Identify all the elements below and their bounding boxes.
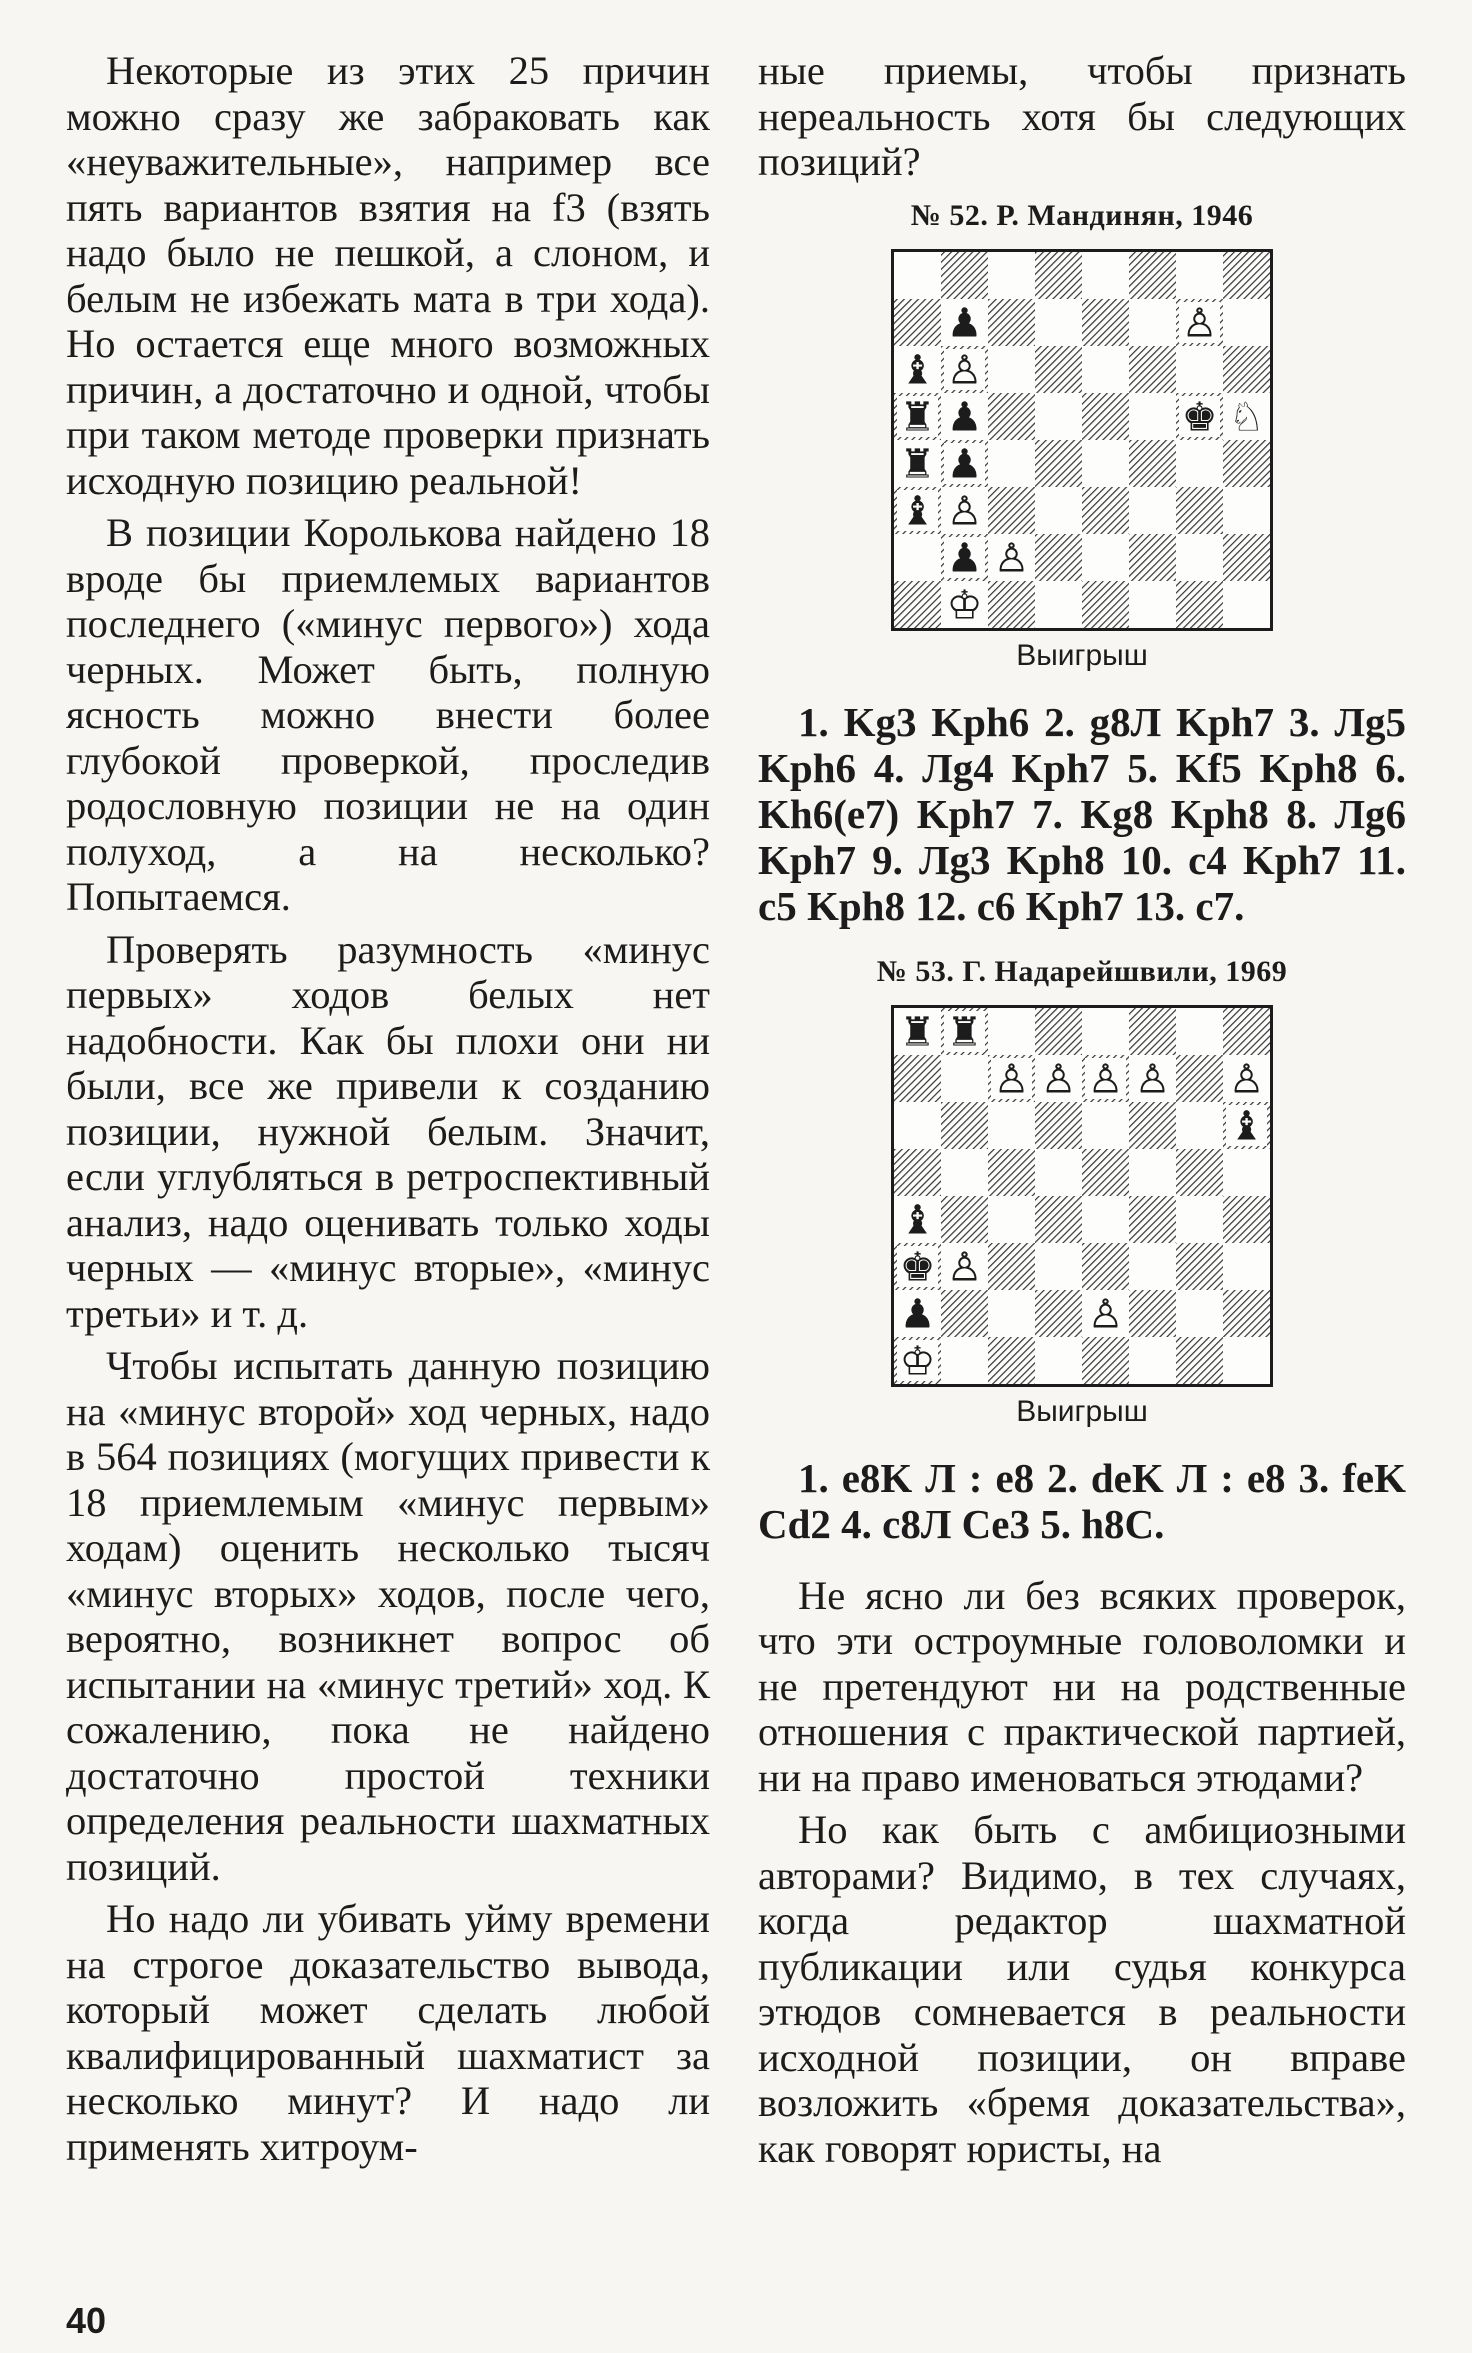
black-rook-icon: ♜ — [946, 1009, 983, 1055]
dark-square — [1176, 1149, 1223, 1196]
dark-square — [894, 1055, 941, 1102]
dark-square — [1035, 346, 1082, 393]
black-bishop-icon: ♝ — [899, 488, 936, 534]
black-pawn-icon: ♟ — [946, 535, 983, 581]
paragraph: Чтобы испытать данную позицию на «минус второй» ход черных, надо в 564 позициях (могущих привести к 18 приемлемым «минус первым» ходам) оценить несколько тысяч «минус вторых» ходов, после чего, вероятно, возникнет вопрос об испытании на «минус третий» ход. К сожалению, пока не найдено достаточно простой техники определения реальности шахматных позиций. — [66, 1343, 710, 1889]
problem-53 — [758, 955, 1406, 1547]
dark-square — [1035, 1102, 1082, 1149]
dark-square — [988, 299, 1035, 346]
paragraph: Проверять разумность «минус первых» ходов белых нет надобности. Как бы плохи они ни были, все же привели к созданию позиции, нужной белым. Значит, если углубляться в ретроспективный анализ, надо оценивать только ходы черных — «минус вторые», «минус третьи» и т. д. — [66, 926, 710, 1336]
black-pawn-icon: ♟ — [946, 300, 983, 346]
black-bishop-icon: ♝ — [1228, 1103, 1265, 1149]
dark-square — [941, 252, 988, 299]
black-pawn-icon: ♟ — [946, 441, 983, 487]
dark-square — [1223, 1290, 1270, 1337]
chess-board-svg — [894, 1008, 1270, 1384]
dark-square — [1223, 534, 1270, 581]
diagram-title: № 53. Г. Надарейшвили, 1969 — [876, 954, 1288, 988]
dark-square — [1129, 1290, 1176, 1337]
white-pawn-icon: ♙ — [1181, 300, 1218, 346]
dark-square — [1035, 252, 1082, 299]
paragraph-continuation: ные приемы, чтобы признать нереальность хотя бы следующих позиций? — [758, 48, 1406, 184]
dark-square — [1129, 534, 1176, 581]
dark-square — [1176, 1243, 1223, 1290]
white-pawn-icon: ♙ — [1087, 1056, 1124, 1102]
white-pawn-icon: ♙ — [946, 1244, 983, 1290]
dark-square — [988, 487, 1035, 534]
dark-square — [894, 581, 941, 628]
black-king-icon: ♚ — [1181, 394, 1218, 440]
white-pawn-icon: ♙ — [993, 535, 1030, 581]
right-column — [758, 48, 1406, 2171]
diagram-caption: Выигрыш — [1016, 1394, 1148, 1428]
diagram-title: № 52. Р. Мандинян, 1946 — [910, 198, 1254, 232]
paragraph: Некоторые из этих 25 причин можно сразу же забраковать как «неуважительные», например все пять вариантов взятия на f3 (взять надо было не пешкой, а слоном, и белым не избежать мата в три хода). Но остается еще много возможных причин, а достаточно и одной, чтобы при таком методе проверки признать исходную позицию реальной! — [66, 48, 710, 503]
dark-square — [1223, 252, 1270, 299]
dark-square — [894, 1149, 941, 1196]
chess-diagram — [891, 249, 1273, 631]
left-column — [66, 48, 710, 2169]
black-rook-icon: ♜ — [899, 1009, 936, 1055]
dark-square — [988, 393, 1035, 440]
paragraph: Не ясно ли без всяких проверок, что эти остроумные головоломки и не претендуют ни на родственные отношения с практической партией, ни на право именоваться этюдами? — [758, 1572, 1406, 1800]
problem-52 — [758, 199, 1406, 929]
dark-square — [1035, 1008, 1082, 1055]
black-bishop-icon: ♝ — [899, 1197, 936, 1243]
black-king-icon: ♚ — [899, 1244, 936, 1290]
dark-square — [1129, 252, 1176, 299]
dark-square — [1223, 1196, 1270, 1243]
dark-square — [1035, 1196, 1082, 1243]
black-bishop-icon: ♝ — [899, 347, 936, 393]
white-pawn-icon: ♙ — [993, 1056, 1030, 1102]
dark-square — [1082, 487, 1129, 534]
diagram-caption: Выигрыш — [1016, 638, 1148, 672]
solution-moves: 1. Kg3 Kph6 2. g8Л Kph7 3. Лg5 Kph6 4. Лg4 Kph7 5. Kf5 Kph8 6. Kh6(e7) Kph7 7. Kg8 Kph8 8. Лg6 Kph7 9. Лg3 Kph8 10. c4 Kph7 11. c5 Kph8 12. c6 Kph7 13. c7. — [758, 698, 1406, 929]
white-pawn-icon: ♙ — [1040, 1056, 1077, 1102]
black-rook-icon: ♜ — [899, 394, 936, 440]
chess-diagram — [891, 1005, 1273, 1387]
dark-square — [1176, 487, 1223, 534]
dark-square — [1223, 440, 1270, 487]
dark-square — [1129, 440, 1176, 487]
chess-board-svg — [894, 252, 1270, 628]
white-pawn-icon: ♙ — [1134, 1056, 1171, 1102]
dark-square — [1035, 534, 1082, 581]
dark-square — [1223, 346, 1270, 393]
white-pawn-icon: ♙ — [1228, 1056, 1265, 1102]
dark-square — [941, 1102, 988, 1149]
dark-square — [1176, 1055, 1223, 1102]
white-pawn-icon: ♙ — [946, 488, 983, 534]
dark-square — [1082, 393, 1129, 440]
dark-square — [1082, 299, 1129, 346]
white-king-icon: ♔ — [946, 582, 983, 628]
dark-square — [1035, 440, 1082, 487]
dark-square — [1082, 1149, 1129, 1196]
white-knight-icon: ♘ — [1228, 394, 1265, 440]
black-pawn-icon: ♟ — [946, 394, 983, 440]
dark-square — [988, 1149, 1035, 1196]
dark-square — [1082, 1337, 1129, 1384]
dark-square — [988, 581, 1035, 628]
paragraph: В позиции Королькова найдено 18 вроде бы приемлемых вариантов последнего («минус первого») хода черных. Может быть, полную ясность можно внести более глубокой проверкой, проследив родословную позиции не на один полуход, а на несколько? Попытаемся. — [66, 510, 710, 919]
dark-square — [1129, 1008, 1176, 1055]
dark-square — [1035, 1290, 1082, 1337]
dark-square — [941, 1290, 988, 1337]
dark-square — [1176, 1337, 1223, 1384]
dark-square — [988, 1243, 1035, 1290]
dark-square — [1082, 1243, 1129, 1290]
solution-moves: 1. e8K Л : e8 2. deK Л : e8 3. feK Cd2 4. c8Л Ce3 5. h8C. — [758, 1454, 1406, 1547]
dark-square — [1129, 1102, 1176, 1149]
dark-square — [1223, 1008, 1270, 1055]
black-pawn-icon: ♟ — [899, 1291, 936, 1337]
dark-square — [941, 1196, 988, 1243]
black-rook-icon: ♜ — [899, 441, 936, 487]
dark-square — [1082, 581, 1129, 628]
dark-square — [1176, 581, 1223, 628]
paragraph: Но надо ли убивать уйму времени на строгое доказательство вывода, который может сделать любой квалифицированный шахматист за несколько минут? И надо ли применять хитроум- — [66, 1896, 710, 2169]
white-king-icon: ♔ — [899, 1338, 936, 1384]
dark-square — [1129, 1196, 1176, 1243]
paragraph: Но как быть с амбициозными авторами? Видимо, в тех случаях, когда редактор шахматной публикации или судья конкурса этюдов сомневается в реальности исходной позиции, он вправе возложить «бремя доказательства», как говорят юристы, на — [758, 1807, 1406, 2171]
white-pawn-icon: ♙ — [1087, 1291, 1124, 1337]
dark-square — [988, 1337, 1035, 1384]
dark-square — [1129, 346, 1176, 393]
dark-square — [894, 299, 941, 346]
page-number: 40 — [66, 2300, 107, 2341]
white-pawn-icon: ♙ — [946, 347, 983, 393]
